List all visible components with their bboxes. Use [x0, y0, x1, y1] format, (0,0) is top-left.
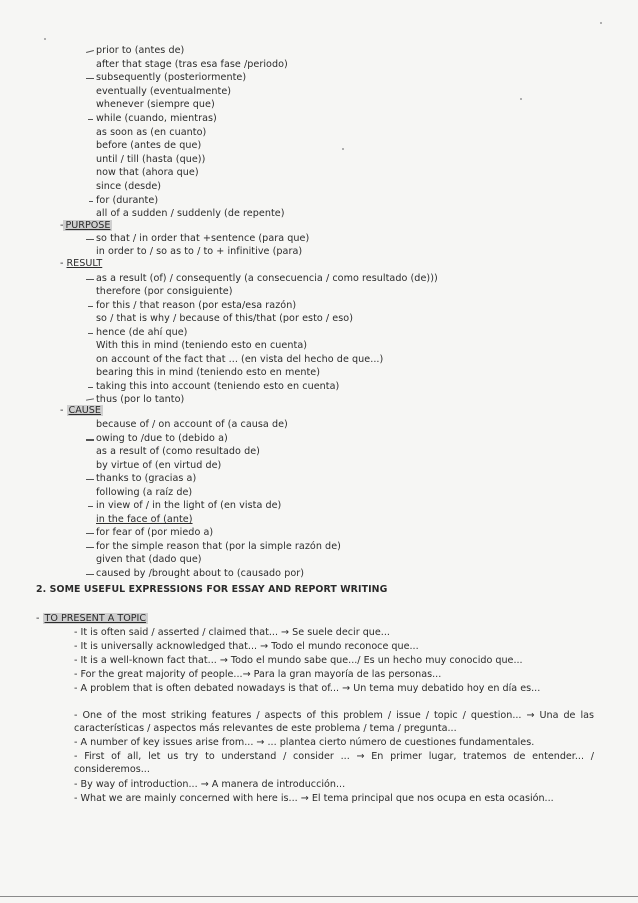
pen-mark	[86, 279, 94, 280]
list-item: now that (ahora que)	[96, 167, 199, 178]
expression-item: - It is universally acknowledged that... → Todo el mundo reconoce que...	[74, 641, 419, 652]
pen-mark	[86, 479, 94, 480]
cause-header-label: CAUSE	[68, 405, 101, 416]
list-item: until / till (hasta (que))	[96, 154, 206, 165]
list-item: in view of / in the light of (en vista de)	[96, 500, 282, 511]
list-item: as a result (of) / consequently (a consecuencia / como resultado (de)))	[96, 273, 438, 284]
expression-item: - It is a well-known fact that... → Todo el mundo sabe que.../ Es un hecho muy conocido que...	[74, 655, 523, 666]
list-item: on account of the fact that ... (en vista del hecho de que...)	[96, 354, 384, 365]
list-item: in the face of (ante)	[96, 514, 193, 525]
cause-header: - CAUSE	[60, 405, 101, 416]
list-item: caused by /brought about to (causado por)	[96, 568, 305, 579]
pen-mark	[86, 50, 94, 53]
scan-speck	[342, 148, 344, 150]
pen-mark	[86, 78, 94, 79]
purpose-header: - PURPOSE	[60, 220, 111, 231]
list-item: after that stage (tras esa fase /periodo)	[96, 59, 288, 70]
list-item: for fear of (por miedo a)	[96, 527, 214, 538]
result-header-label: RESULT	[66, 258, 103, 269]
list-item: all of a sudden / suddenly (de repente)	[96, 208, 285, 219]
pen-mark	[86, 439, 94, 441]
topic-header: - TO PRESENT A TOPIC	[36, 613, 147, 624]
list-item: following (a raíz de)	[96, 487, 193, 498]
list-item: hence (de ahí que)	[96, 327, 188, 338]
scan-speck	[600, 22, 602, 24]
list-item: for the simple reason that (por la simple razón de)	[96, 541, 341, 552]
list-item: before (antes de que)	[96, 140, 202, 151]
pen-mark	[86, 239, 94, 240]
list-item: With this in mind (teniendo esto en cuenta)	[96, 340, 308, 351]
pen-mark	[88, 333, 93, 334]
list-item: bearing this in mind (teniendo esto en mente)	[96, 367, 321, 378]
list-item: subsequently (posteriormente)	[96, 72, 247, 83]
purpose-header-label: PURPOSE	[65, 220, 111, 231]
expression-item: - It is often said / asserted / claimed that... → Se suele decir que...	[74, 627, 390, 638]
list-item: while (cuando, mientras)	[96, 113, 217, 124]
list-item: whenever (siempre que)	[96, 99, 215, 110]
list-item: therefore (por consiguiente)	[96, 286, 233, 297]
list-item: prior to (antes de)	[96, 45, 185, 56]
list-item: because of / on account of (a causa de)	[96, 419, 288, 430]
expression-item: - What we are mainly concerned with here is... → El tema principal que nos ocupa en esta ocasión...	[74, 793, 554, 804]
list-item: since (desde)	[96, 181, 162, 192]
list-item: so / that is why / because of this/that (por esto / eso)	[96, 313, 353, 324]
list-item: for this / that reason (por esta/esa razón)	[96, 300, 297, 311]
list-item: thus (por lo tanto)	[96, 394, 185, 405]
list-item: as soon as (en cuanto)	[96, 127, 207, 138]
scan-speck	[520, 98, 522, 100]
pen-mark	[88, 387, 93, 388]
expression-item: - A problem that is often debated nowadays is that of... → Un tema muy debatido hoy en día es...	[74, 683, 541, 694]
pen-mark	[88, 506, 93, 507]
expression-item: - By way of introduction... → A manera de introducción...	[74, 779, 346, 790]
result-header: - RESULT	[60, 258, 103, 269]
pen-mark	[88, 306, 93, 307]
pen-mark	[89, 201, 93, 202]
list-item: so that / in order that +sentence (para que)	[96, 233, 310, 244]
topic-header-label: TO PRESENT A TOPIC	[44, 613, 147, 624]
section-title: 2. SOME USEFUL EXPRESSIONS FOR ESSAY AND REPORT WRITING	[36, 584, 388, 595]
pen-mark	[86, 574, 94, 575]
pen-mark	[86, 547, 94, 548]
list-item: thanks to (gracias a)	[96, 473, 197, 484]
list-item: in order to / so as to / to + infinitive (para)	[96, 246, 303, 257]
pen-mark	[88, 119, 93, 120]
page-edge	[0, 896, 638, 897]
expression-item: - For the great majority of people...→ Para la gran mayoría de las personas...	[74, 669, 442, 680]
pen-mark	[86, 533, 94, 534]
list-item: by virtue of (en virtud de)	[96, 460, 222, 471]
list-item: eventually (eventualmente)	[96, 86, 232, 97]
list-item: given that (dado que)	[96, 554, 202, 565]
list-item: for (durante)	[96, 195, 159, 206]
scan-speck	[44, 38, 46, 40]
expression-item: - One of the most striking features / aspects of this problem / issue / topic / question... → Una de las características / aspectos más relevantes de este problema / tema / pregunta...	[74, 710, 594, 735]
list-item: taking this into account (teniendo esto en cuenta)	[96, 381, 340, 392]
expression-item: - A number of key issues arise from... → ... plantea cierto número de cuestiones fundamentales.	[74, 737, 535, 748]
pen-mark	[86, 398, 94, 400]
list-item: owing to /due to (debido a)	[96, 433, 228, 444]
list-item: as a result of (como resultado de)	[96, 446, 260, 457]
expression-item: - First of all, let us try to understand / consider ... → En primer lugar, tratemos de entender... / consideremos...	[74, 751, 594, 776]
